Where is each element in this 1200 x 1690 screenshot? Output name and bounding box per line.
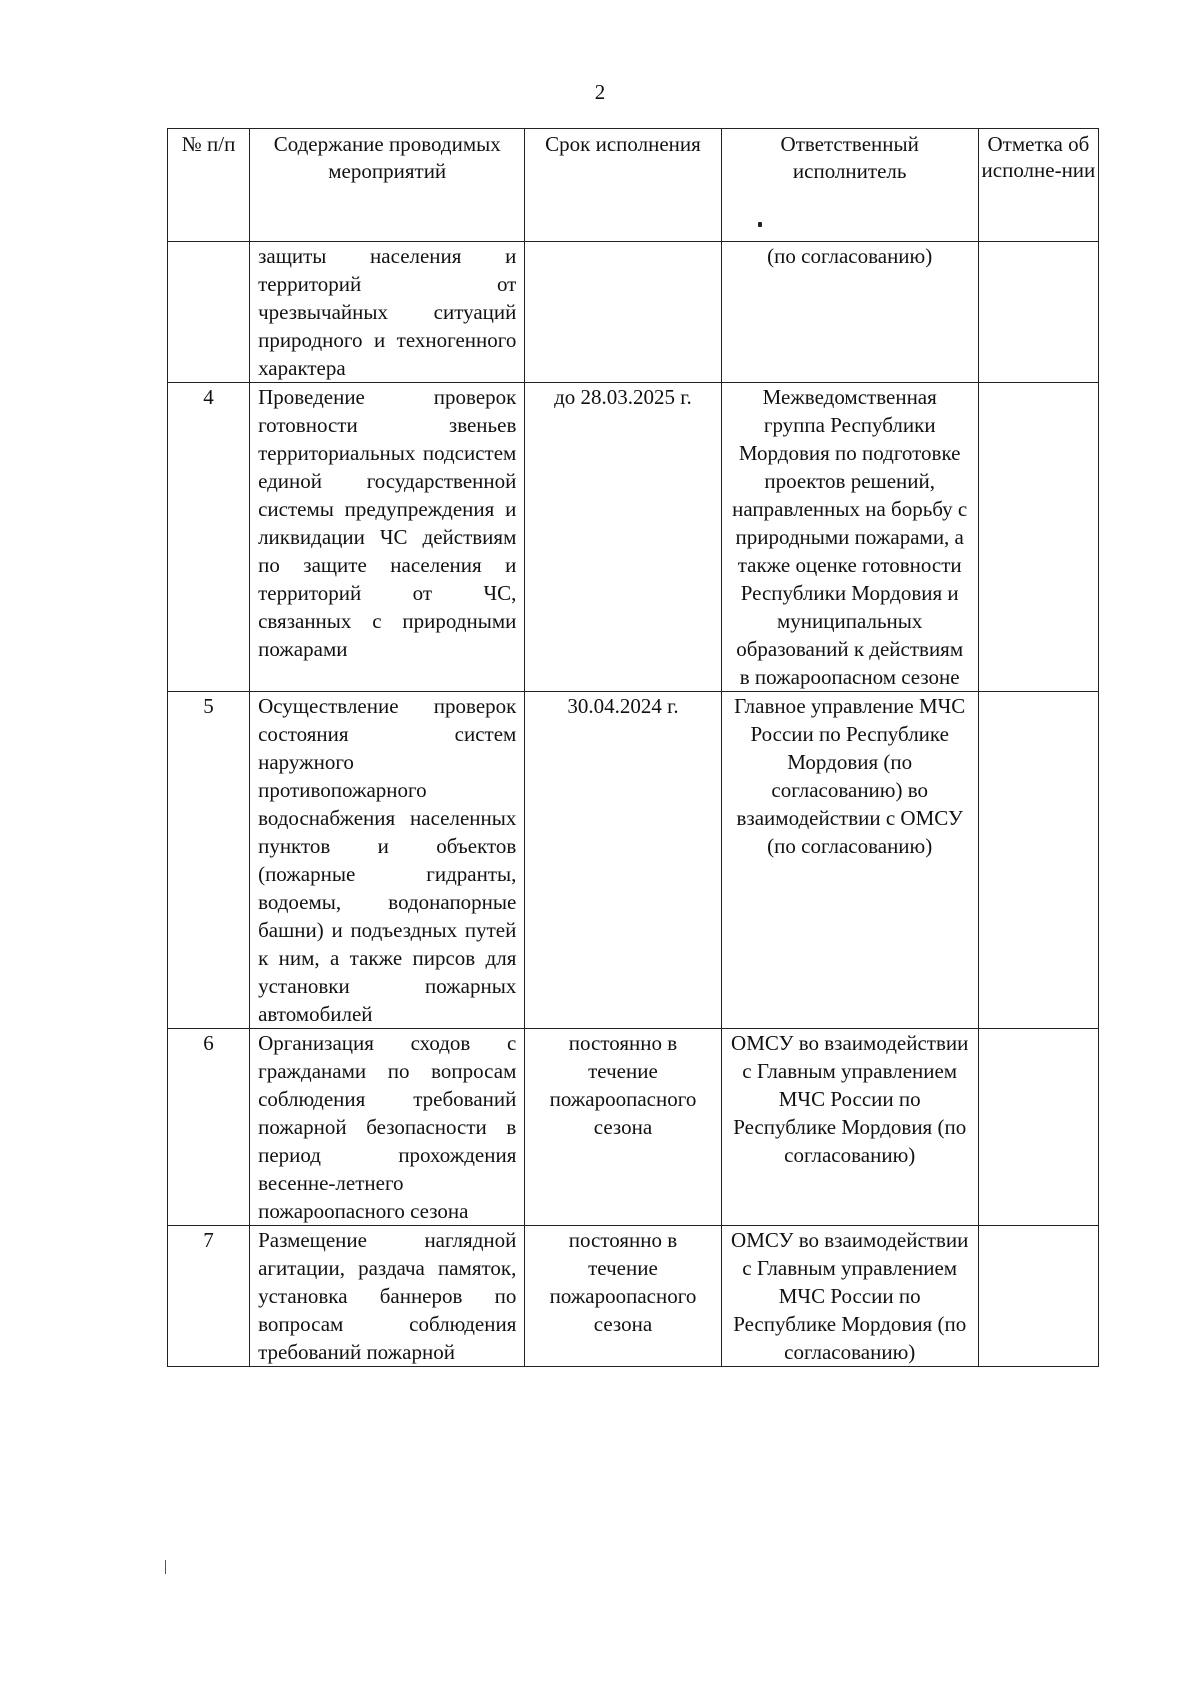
row-responsible: Межведомственная группа Республики Мордовия по подготовке проектов решений, направленных на борьбу с природными пожарами, а также оценке готовности Республики Мордовия и муниципальных образований к действиям в пожароопасном сезоне <box>721 383 978 692</box>
margin-tick <box>165 1560 166 1574</box>
row-deadline: до 28.03.2025 г. <box>525 383 721 692</box>
row-number: 5 <box>168 692 250 1029</box>
table-row <box>168 383 1099 692</box>
measures-table <box>167 128 1099 1367</box>
row-number <box>168 242 250 383</box>
row-content: защиты населения и территорий от чрезвычайных ситуаций природного и техногенного характера <box>250 242 525 383</box>
page-number: 2 <box>594 80 606 104</box>
row-responsible: ОМСУ во взаимодействии с Главным управлением МЧС России по Республике Мордовия (по согласованию) <box>721 1226 978 1367</box>
scan-speck <box>758 222 762 227</box>
row-number: 4 <box>168 383 250 692</box>
row-mark <box>978 1226 1098 1367</box>
table-row <box>168 1226 1099 1367</box>
row-mark <box>978 692 1098 1029</box>
row-responsible: ОМСУ во взаимодействии с Главным управлением МЧС России по Республике Мордовия (по согласованию) <box>721 1029 978 1226</box>
row-content: Организация сходов с гражданами по вопросам соблюдения требований пожарной безопасности в период прохождения весенне-летнего пожароопасного сезона <box>250 1029 525 1226</box>
row-deadline: постоянно в течение пожароопасного сезона <box>525 1029 721 1226</box>
row-content: Размещение наглядной агитации, раздача памяток, установка баннеров по вопросам соблюдения требований пожарной <box>250 1226 525 1367</box>
row-content: Осуществление проверок состояния систем наружного противопожарного водоснабжения населенных пунктов и объектов (пожарные гидранты, водоемы, водонапорные башни) и подъездных путей к ним, а также пирсов для установки пожарных автомобилей <box>250 692 525 1029</box>
header-responsible: Ответственный исполнитель <box>721 129 978 242</box>
header-number: № п/п <box>168 129 250 242</box>
header-mark: Отметка об исполне-нии <box>978 129 1098 242</box>
row-number: 7 <box>168 1226 250 1367</box>
row-number: 6 <box>168 1029 250 1226</box>
row-deadline <box>525 242 721 383</box>
header-deadline: Срок исполнения <box>525 129 721 242</box>
row-mark <box>978 1029 1098 1226</box>
row-content: Проведение проверок готовности звеньев территориальных подсистем единой государственной системы предупреждения и ликвидации ЧС действиям по защите населения и территорий от ЧС, связанных с природными пожарами <box>250 383 525 692</box>
table-row <box>168 1029 1099 1226</box>
row-deadline: 30.04.2024 г. <box>525 692 721 1029</box>
header-content: Содержание проводимых мероприятий <box>250 129 525 242</box>
row-responsible: Главное управление МЧС России по Республике Мордовия (по согласованию) во взаимодействии с ОМСУ (по согласованию) <box>721 692 978 1029</box>
row-mark <box>978 383 1098 692</box>
row-deadline: постоянно в течение пожароопасного сезона <box>525 1226 721 1367</box>
row-mark <box>978 242 1098 383</box>
table-row <box>168 692 1099 1029</box>
table-row <box>168 242 1099 383</box>
table-header-row <box>168 129 1099 242</box>
row-responsible: (по согласованию) <box>721 242 978 383</box>
